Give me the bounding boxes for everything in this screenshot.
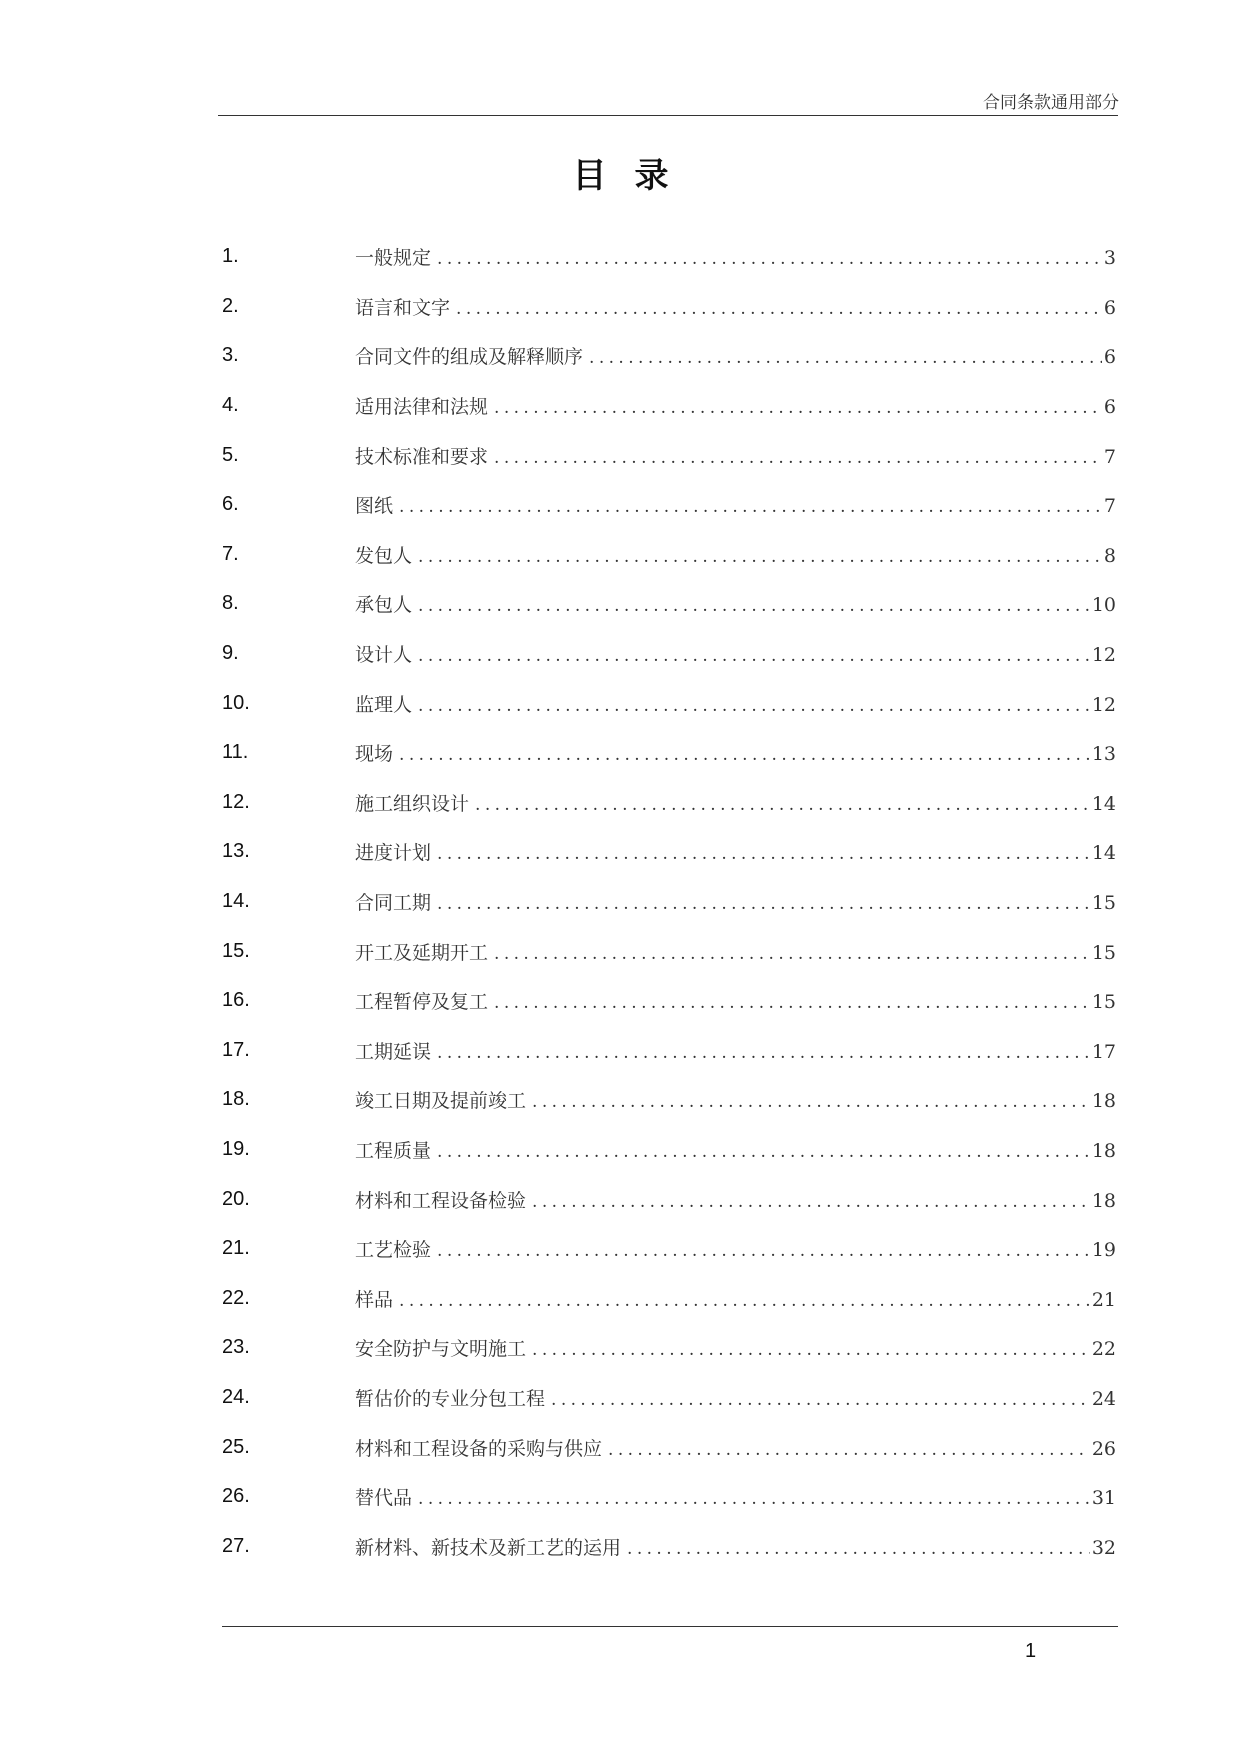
toc-dot-leader <box>532 1092 1090 1112</box>
toc-entry-title[interactable]: 工程暂停及复工 <box>355 991 489 1014</box>
toc-entry-line <box>355 1334 1116 1361</box>
toc-entry-page[interactable]: 10 <box>1091 594 1116 617</box>
toc-entry[interactable] <box>222 579 1116 629</box>
toc-dot-leader <box>437 1142 1090 1162</box>
toc-entry-number: 4. <box>222 394 239 417</box>
toc-entry-title[interactable]: 暂估价的专业分包工程 <box>355 1387 546 1410</box>
toc-entry-line <box>355 1235 1116 1262</box>
toc-dot-leader <box>437 1043 1090 1063</box>
toc-entry[interactable] <box>222 331 1116 381</box>
toc-entry[interactable] <box>222 877 1116 927</box>
toc-entry-page[interactable]: 6 <box>1103 296 1116 319</box>
toc-dot-leader <box>418 646 1090 666</box>
toc-entry[interactable] <box>222 629 1116 679</box>
toc-dot-leader <box>418 1489 1090 1509</box>
toc-entry[interactable] <box>222 976 1116 1026</box>
toc-entry-number: 13. <box>222 840 250 863</box>
toc-entry-page[interactable]: 8 <box>1103 544 1116 567</box>
toc-entry[interactable] <box>222 232 1116 282</box>
toc-entry-line <box>355 640 1116 667</box>
toc-entry-number: 27. <box>222 1534 250 1557</box>
toc-entry-title[interactable]: 开工及延期开工 <box>355 941 489 964</box>
toc-dot-leader <box>627 1539 1090 1559</box>
toc-dot-leader <box>399 745 1090 765</box>
toc-entry[interactable] <box>222 1224 1116 1274</box>
toc-dot-leader <box>551 1390 1090 1410</box>
toc-dot-leader <box>418 696 1090 716</box>
toc-entry-page[interactable]: 14 <box>1091 842 1116 865</box>
toc-entry[interactable] <box>222 1521 1116 1571</box>
toc-entry-title[interactable]: 发包人 <box>355 544 413 567</box>
toc-entry-line <box>355 1384 1116 1411</box>
toc-entry-number: 9. <box>222 642 239 665</box>
toc-entry-number: 14. <box>222 890 250 913</box>
toc-dot-leader <box>494 448 1102 468</box>
toc-entry[interactable] <box>222 430 1116 480</box>
toc-entry-number: 7. <box>222 542 239 565</box>
toc-entry-title[interactable]: 竣工日期及提前竣工 <box>355 1090 527 1113</box>
toc-entry-title[interactable]: 样品 <box>355 1288 394 1311</box>
toc-entry-page[interactable]: 18 <box>1091 1090 1116 1113</box>
toc-dot-leader <box>437 844 1090 864</box>
toc-dot-leader <box>494 993 1090 1013</box>
toc-entry-line <box>355 590 1116 617</box>
toc-entry-title[interactable]: 材料和工程设备的采购与供应 <box>355 1437 603 1460</box>
toc-entry-title[interactable]: 工期延误 <box>355 1040 432 1063</box>
toc-entry-number: 23. <box>222 1336 250 1359</box>
toc-entry-page[interactable]: 32 <box>1091 1536 1116 1559</box>
toc-entry-title[interactable]: 合同文件的组成及解释顺序 <box>355 346 584 369</box>
toc-entry-number: 19. <box>222 1137 250 1160</box>
toc-entry-title[interactable]: 新材料、新技术及新工艺的运用 <box>355 1536 622 1559</box>
toc-entry-page[interactable]: 13 <box>1091 743 1116 766</box>
toc-entry-page[interactable]: 21 <box>1091 1288 1116 1311</box>
toc-entry[interactable] <box>222 678 1116 728</box>
toc-entry-line <box>355 1186 1116 1213</box>
page-number: 1 <box>1025 1640 1037 1662</box>
toc-dot-leader <box>418 596 1090 616</box>
toc-entry-page[interactable]: 15 <box>1091 941 1116 964</box>
toc-entry-page[interactable]: 31 <box>1091 1487 1116 1510</box>
toc-entry-line <box>355 342 1116 369</box>
toc-entry-title[interactable]: 适用法律和法规 <box>355 396 489 419</box>
running-header: 合同条款通用部分 <box>983 93 1119 113</box>
toc-entry-page[interactable]: 15 <box>1091 991 1116 1014</box>
toc-dot-leader <box>399 1291 1090 1311</box>
toc-entry-line <box>355 938 1116 965</box>
toc-entry-number: 11. <box>222 741 249 764</box>
toc-dot-leader <box>437 1241 1090 1261</box>
toc-entry-number: 12. <box>222 790 250 813</box>
toc-entry-line <box>355 293 1116 320</box>
toc-entry[interactable] <box>222 827 1116 877</box>
toc-entry-page[interactable]: 12 <box>1091 693 1116 716</box>
toc-entry-line <box>355 1533 1116 1560</box>
toc-dot-leader <box>608 1440 1090 1460</box>
toc-entry-line <box>355 1434 1116 1461</box>
toc-entry[interactable] <box>222 1075 1116 1125</box>
toc-entry-title[interactable]: 替代品 <box>355 1487 413 1510</box>
toc-entry-title[interactable]: 进度计划 <box>355 842 432 865</box>
toc-dot-leader <box>399 497 1102 517</box>
toc-entry[interactable] <box>222 926 1116 976</box>
toc-entry-number: 20. <box>222 1187 250 1210</box>
toc-entry[interactable] <box>222 728 1116 778</box>
toc-entry-page[interactable]: 17 <box>1091 1040 1116 1063</box>
toc-entry-page[interactable]: 18 <box>1091 1139 1116 1162</box>
toc-entry[interactable] <box>222 1373 1116 1423</box>
toc-entry-line <box>355 392 1116 419</box>
toc-entry-title[interactable]: 施工组织设计 <box>355 792 470 815</box>
toc-entry-page[interactable]: 6 <box>1103 346 1116 369</box>
toc-entry-page[interactable]: 15 <box>1091 892 1116 915</box>
toc-entry-page[interactable]: 19 <box>1091 1239 1116 1262</box>
toc-entry-title[interactable]: 一般规定 <box>355 247 432 270</box>
toc-entry-number: 26. <box>222 1485 250 1508</box>
toc-entry-title[interactable]: 现场 <box>355 743 394 766</box>
toc-entry[interactable] <box>222 530 1116 580</box>
toc-entry-line <box>355 789 1116 816</box>
toc-entry-page[interactable]: 6 <box>1103 396 1116 419</box>
toc-entry-number: 21. <box>222 1237 250 1260</box>
toc-entry[interactable] <box>222 1422 1116 1472</box>
toc-entry-number: 10. <box>222 691 250 714</box>
toc-entry-line <box>355 1136 1116 1163</box>
toc-entry-number: 16. <box>222 989 250 1012</box>
toc-entry-number: 5. <box>222 443 239 466</box>
toc-entry-line <box>355 838 1116 865</box>
toc-entry-title[interactable]: 语言和文字 <box>355 296 451 319</box>
toc-entry-page[interactable]: 14 <box>1091 792 1116 815</box>
toc-dot-leader <box>589 348 1102 368</box>
toc-entry-title[interactable]: 工艺检验 <box>355 1239 432 1262</box>
toc-entry-title[interactable]: 材料和工程设备检验 <box>355 1189 527 1212</box>
page-title: 目录 <box>572 156 697 196</box>
toc-entry-line <box>355 1285 1116 1312</box>
toc-dot-leader <box>532 1192 1090 1212</box>
toc-entry-line <box>355 491 1116 518</box>
footer-divider <box>222 1626 1118 1627</box>
toc-dot-leader <box>494 398 1102 418</box>
toc-entry-title[interactable]: 承包人 <box>355 594 413 617</box>
toc-dot-leader <box>437 894 1090 914</box>
toc-entry-line <box>355 541 1116 568</box>
toc-entry-title[interactable]: 技术标准和要求 <box>355 445 489 468</box>
toc-entry-number: 24. <box>222 1385 250 1408</box>
toc-entry-number: 15. <box>222 939 250 962</box>
table-of-contents <box>222 232 1116 1571</box>
toc-entry[interactable] <box>222 1125 1116 1175</box>
toc-entry-page[interactable]: 18 <box>1091 1189 1116 1212</box>
toc-entry-line <box>355 243 1116 270</box>
toc-entry-number: 1. <box>222 245 239 268</box>
toc-entry-page[interactable]: 7 <box>1103 445 1116 468</box>
toc-entry-title[interactable]: 合同工期 <box>355 892 432 915</box>
toc-dot-leader <box>437 249 1102 269</box>
toc-entry-number: 22. <box>222 1286 250 1309</box>
toc-dot-leader <box>456 299 1102 319</box>
toc-entry-page[interactable]: 12 <box>1091 644 1116 667</box>
toc-entry-line <box>355 690 1116 717</box>
toc-entry[interactable] <box>222 381 1116 431</box>
toc-entry-title[interactable]: 安全防护与文明施工 <box>355 1338 527 1361</box>
toc-entry-title[interactable]: 图纸 <box>355 495 394 518</box>
toc-entry-page[interactable]: 7 <box>1103 495 1116 518</box>
toc-entry-title[interactable]: 设计人 <box>355 644 413 667</box>
toc-entry[interactable] <box>222 1174 1116 1224</box>
toc-entry-line <box>355 739 1116 766</box>
toc-dot-leader <box>418 547 1102 567</box>
toc-dot-leader <box>475 795 1090 815</box>
toc-entry-number: 17. <box>222 1038 250 1061</box>
toc-entry-line <box>355 888 1116 915</box>
toc-dot-leader <box>532 1340 1090 1360</box>
toc-entry[interactable] <box>222 1323 1116 1373</box>
header-divider <box>218 115 1118 116</box>
toc-entry-title[interactable]: 监理人 <box>355 693 413 716</box>
toc-dot-leader <box>494 944 1090 964</box>
toc-entry-number: 18. <box>222 1088 250 1111</box>
toc-entry-line <box>355 987 1116 1014</box>
toc-entry-page[interactable]: 26 <box>1091 1437 1116 1460</box>
toc-entry[interactable] <box>222 1026 1116 1076</box>
toc-entry-line <box>355 442 1116 469</box>
toc-entry-number: 3. <box>222 344 239 367</box>
toc-entry-number: 2. <box>222 294 239 317</box>
toc-entry[interactable] <box>222 480 1116 530</box>
toc-entry-title[interactable]: 工程质量 <box>355 1139 432 1162</box>
toc-entry[interactable] <box>222 778 1116 828</box>
toc-entry-number: 6. <box>222 493 239 516</box>
toc-entry-number: 25. <box>222 1435 250 1458</box>
toc-entry[interactable] <box>222 1273 1116 1323</box>
toc-entry-number: 8. <box>222 592 239 615</box>
toc-entry-line <box>355 1037 1116 1064</box>
toc-entry[interactable] <box>222 282 1116 332</box>
toc-entry-line <box>355 1483 1116 1510</box>
toc-entry[interactable] <box>222 1472 1116 1522</box>
toc-entry-page[interactable]: 22 <box>1091 1338 1116 1361</box>
toc-entry-line <box>355 1086 1116 1113</box>
toc-entry-page[interactable]: 3 <box>1103 247 1116 270</box>
toc-entry-page[interactable]: 24 <box>1091 1387 1116 1410</box>
